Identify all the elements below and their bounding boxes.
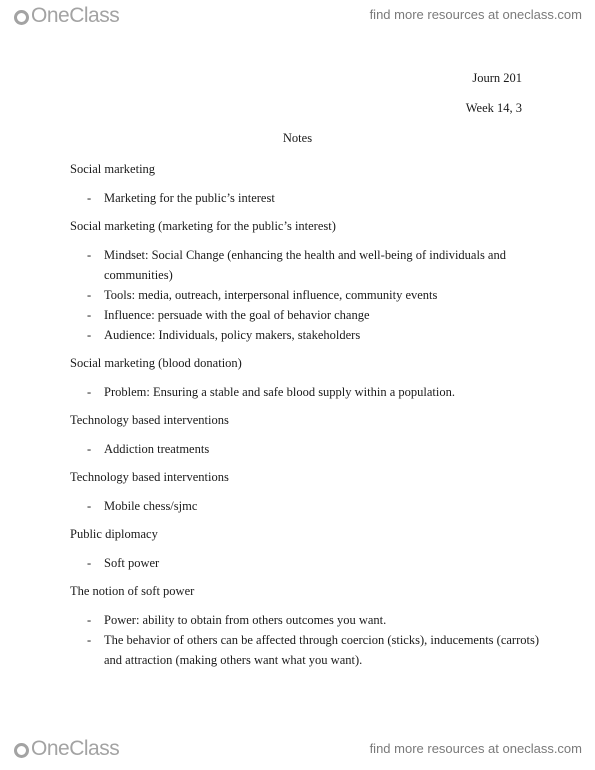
promo-link[interactable]: find more resources at oneclass.com: [369, 7, 582, 22]
section: [70, 581, 540, 670]
section-heading: Social marketing (marketing for the public’s interest): [70, 219, 336, 233]
section-heading: Social marketing: [70, 162, 156, 176]
list-item: - The behavior of others can be affected through coercion (sticks), inducements (carrots) and attraction (making others want what you want).: [87, 633, 540, 667]
brand-name: OneClass: [31, 737, 120, 760]
section: [70, 353, 540, 402]
section: [70, 159, 540, 208]
list-item: - Tools: media, outreach, interpersonal influence, community events: [87, 288, 438, 302]
bullet-list: [70, 188, 540, 208]
section: [70, 216, 540, 345]
list-item: - Mobile chess/sjmc: [87, 499, 198, 513]
brand-name: OneClass: [31, 4, 120, 27]
page-title: Notes: [282, 131, 313, 145]
section-heading: Social marketing (blood donation): [70, 356, 242, 370]
bullet-list: [70, 439, 540, 459]
bullet-list: [70, 610, 540, 670]
bullet-list: [70, 496, 540, 516]
section-heading: Public diplomacy: [70, 527, 158, 541]
list-item: - Addiction treatments: [87, 442, 210, 456]
section: [70, 410, 540, 459]
bullet-list: [70, 245, 540, 345]
list-item: - Mindset: Social Change (enhancing the health and well-being of individuals and communities): [87, 248, 506, 282]
section: [70, 467, 540, 516]
oneclass-circle-icon: [14, 10, 29, 25]
list-item: - Audience: Individuals, policy makers, stakeholders: [87, 328, 361, 342]
list-item: - Power: ability to obtain from others outcomes you want.: [87, 613, 387, 627]
oneclass-circle-icon: [14, 743, 29, 758]
notes-body: [70, 159, 540, 678]
list-item: - Problem: Ensuring a stable and safe blood supply within a population.: [87, 385, 455, 399]
course-label: Journ 201: [472, 71, 522, 85]
week-label: Week 14, 3: [465, 101, 522, 115]
section-heading: Technology based interventions: [70, 413, 229, 427]
bullet-list: [70, 382, 540, 402]
section-heading: The notion of soft power: [70, 584, 195, 598]
oneclass-logo[interactable]: [14, 4, 119, 28]
list-item: - Marketing for the public’s interest: [87, 191, 275, 205]
oneclass-logo-footer[interactable]: [14, 737, 119, 761]
bullet-list: [70, 553, 540, 573]
section-heading: Technology based interventions: [70, 470, 229, 484]
section: [70, 524, 540, 573]
promo-link-footer[interactable]: find more resources at oneclass.com: [369, 741, 582, 756]
list-item: - Influence: persuade with the goal of behavior change: [87, 308, 370, 322]
list-item: - Soft power: [87, 556, 160, 570]
